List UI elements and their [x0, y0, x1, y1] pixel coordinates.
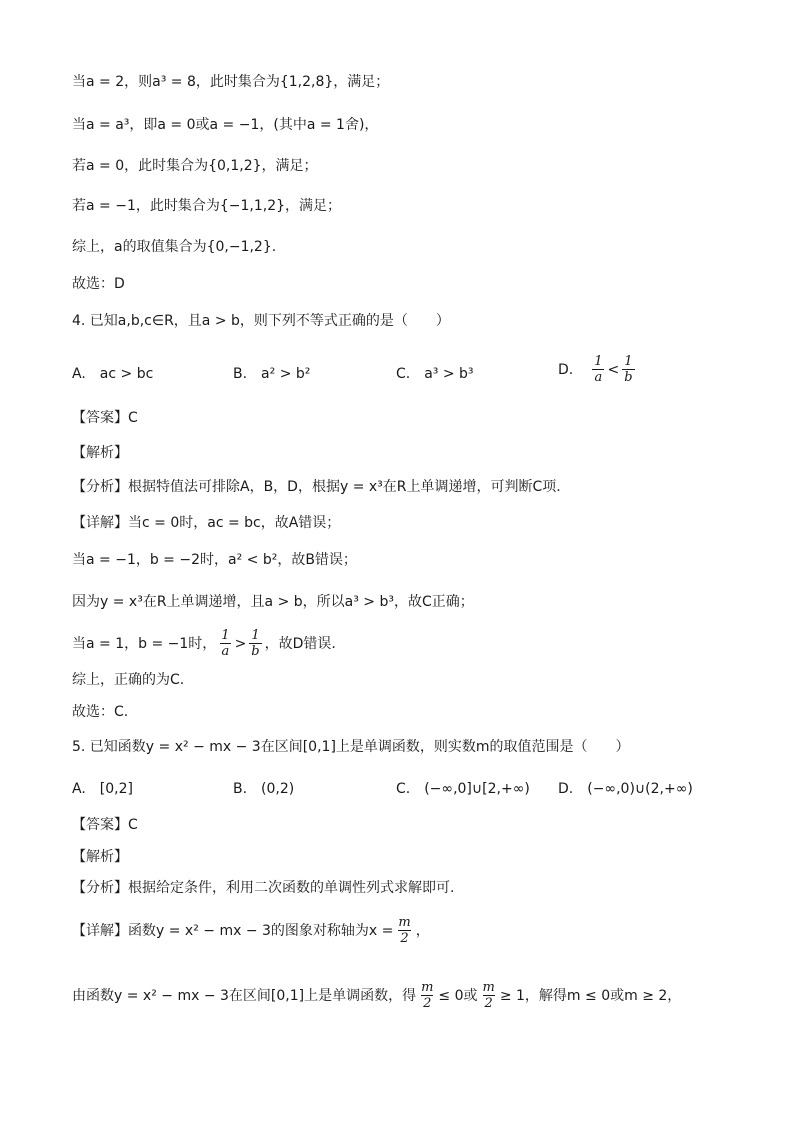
q5-option-b: B. (0,2) [233, 781, 295, 797]
text-line: 若a = 0，此时集合为{0,1,2}，满足； [72, 158, 318, 174]
fraction: $\frac{m}{2}$ [398, 915, 411, 946]
q4-detail: 【详解】当c = 0时，ac = bc，故A错误； [72, 515, 341, 531]
q4-detail: 当a = −1，b = −2时，a² < b²，故B错误； [72, 552, 357, 568]
q4-detail: 当a = 1，b = −1时， $\frac{1}{a}$ > $\frac{1}{b}$ ，故D错误. [72, 628, 336, 659]
q4-choose: 故选：C. [72, 704, 129, 720]
q4-analysis: 【分析】根据特值法可排除A，B，D，根据y = x³在R上单调递增，可判断C项. [72, 479, 561, 495]
fraction: $\frac{m}{2}$ [482, 980, 495, 1011]
q4-detail: 因为y = x³在R上单调递增，且a > b，所以a³ > b³，故C正确； [72, 594, 474, 610]
q5-answer: 【答案】C [72, 817, 138, 833]
q4-option-b: B. a² > b² [233, 366, 311, 382]
text-line: 若a = −1，此时集合为{−1,1,2}，满足； [72, 198, 342, 214]
q4-summary: 综上，正确的为C. [72, 672, 185, 688]
q4-option-d-label: D. [558, 361, 574, 378]
fraction: $\frac{m}{2}$ [421, 980, 434, 1011]
question-5-stem: 5. 已知函数y = x² − mx − 3在区间[0,1]上是单调函数，则实数m的取值范围是（ ） [72, 739, 630, 755]
q5-option-a: A. [0,2] [72, 781, 133, 797]
fraction: $\frac{1}{b}$ [624, 354, 633, 385]
fraction: $\frac{1}{b}$ [251, 628, 260, 659]
q5-detail: 【详解】函数y = x² − mx − 3的图象对称轴为x = $\frac{m}{2}$ ， [72, 915, 430, 946]
text-line: 当a = a³，即a = 0或a = −1，(其中a = 1舍)， [72, 117, 379, 133]
fraction: $\frac{1}{a}$ [594, 354, 603, 385]
q4-jiexi-heading: 【解析】 [72, 445, 128, 461]
q4-option-a: A. ac > bc [72, 366, 154, 382]
q5-analysis: 【分析】根据给定条件，利用二次函数的单调性列式求解即可. [72, 880, 455, 896]
q5-option-c: C. (−∞,0]∪[2,+∞) [396, 781, 530, 797]
q5-option-d: D. (−∞,0)∪(2,+∞) [558, 781, 693, 797]
text-line: 故选：D [72, 276, 125, 292]
fraction: $\frac{1}{a}$ [221, 628, 230, 659]
q5-detail: 由函数y = x² − mx − 3在区间[0,1]上是单调函数，得 $\frac{m}{2}$ ≤ 0或 $\frac{m}{2}$ ≥ 1，解得m ≤ 0或m ≥ 2， [72, 980, 682, 1011]
question-4-stem: 4. 已知a,b,c∈R，且a > b，则下列不等式正确的是（ ） [72, 313, 450, 329]
text-line: 综上，a的取值集合为{0,−1,2}. [72, 239, 277, 255]
q5-jiexi-heading: 【解析】 [72, 849, 128, 865]
text-line: 当a = 2，则a³ = 8，此时集合为{1,2,8}，满足； [72, 74, 390, 90]
q4-option-c: C. a³ > b³ [396, 366, 474, 382]
q4-answer: 【答案】C [72, 410, 138, 426]
q4-option-d: D. $\frac{1}{a}$ < $\frac{1}{b}$ [558, 354, 633, 385]
